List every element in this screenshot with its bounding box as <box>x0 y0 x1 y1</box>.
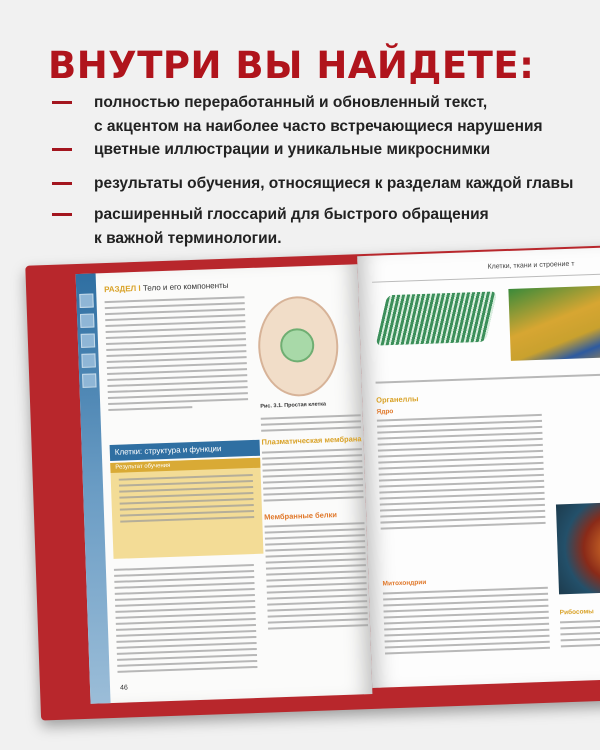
right-page <box>357 246 600 688</box>
open-book-photo <box>20 236 600 727</box>
feature-text: с акцентом на наиболее часто встречающиеся нарушения <box>94 118 543 135</box>
running-head: Клетки, ткани и строение т <box>487 260 575 271</box>
feature-text: цветные иллюстрации и уникальные микроснимки <box>94 141 491 158</box>
subheading: Рибосомы <box>559 608 594 617</box>
left-page <box>76 264 373 704</box>
membrane-illustration <box>376 291 498 345</box>
micrograph-image <box>508 284 600 361</box>
cell-illustration <box>257 295 340 398</box>
subheading: Ядро <box>376 408 394 416</box>
headline: ВНУТРИ ВЫ НАЙДЕТЕ: <box>48 44 535 87</box>
feature-text: расширенный глоссарий для быстрого обращения <box>94 206 489 223</box>
feature-item <box>52 172 573 196</box>
dash-icon <box>52 101 72 104</box>
body-text <box>114 564 258 677</box>
figure-caption: Рис. 3.1. Простая клетка <box>260 401 327 410</box>
box-title: Клетки: структура и функции <box>110 440 260 461</box>
mitochondria-micrograph <box>556 501 600 594</box>
feature-text: к важной терминологии. <box>94 230 282 247</box>
body-text <box>105 296 249 415</box>
dash-icon <box>52 148 72 151</box>
feature-list <box>52 0 600 255</box>
subheading: Плазматическая мембрана <box>261 434 362 447</box>
learning-box <box>110 458 263 559</box>
learning-title: Результат обучения <box>110 458 260 473</box>
section-header: РАЗДЕЛ I Тело и его компоненты <box>103 280 229 295</box>
feature-item <box>52 203 489 251</box>
dash-icon <box>52 213 72 216</box>
feature-text: полностью переработанный и обновленный текст, <box>94 94 488 111</box>
subheading: Митохондрии <box>382 579 427 588</box>
subheading: Мембранные белки <box>264 510 338 522</box>
feature-item <box>52 138 490 162</box>
feature-item <box>52 91 543 139</box>
page-number: 46 <box>119 684 128 692</box>
subheading: Органеллы <box>376 394 419 405</box>
dash-icon <box>52 182 72 185</box>
feature-text: результаты обучения, относящиеся к разделам каждой главы <box>94 175 574 192</box>
